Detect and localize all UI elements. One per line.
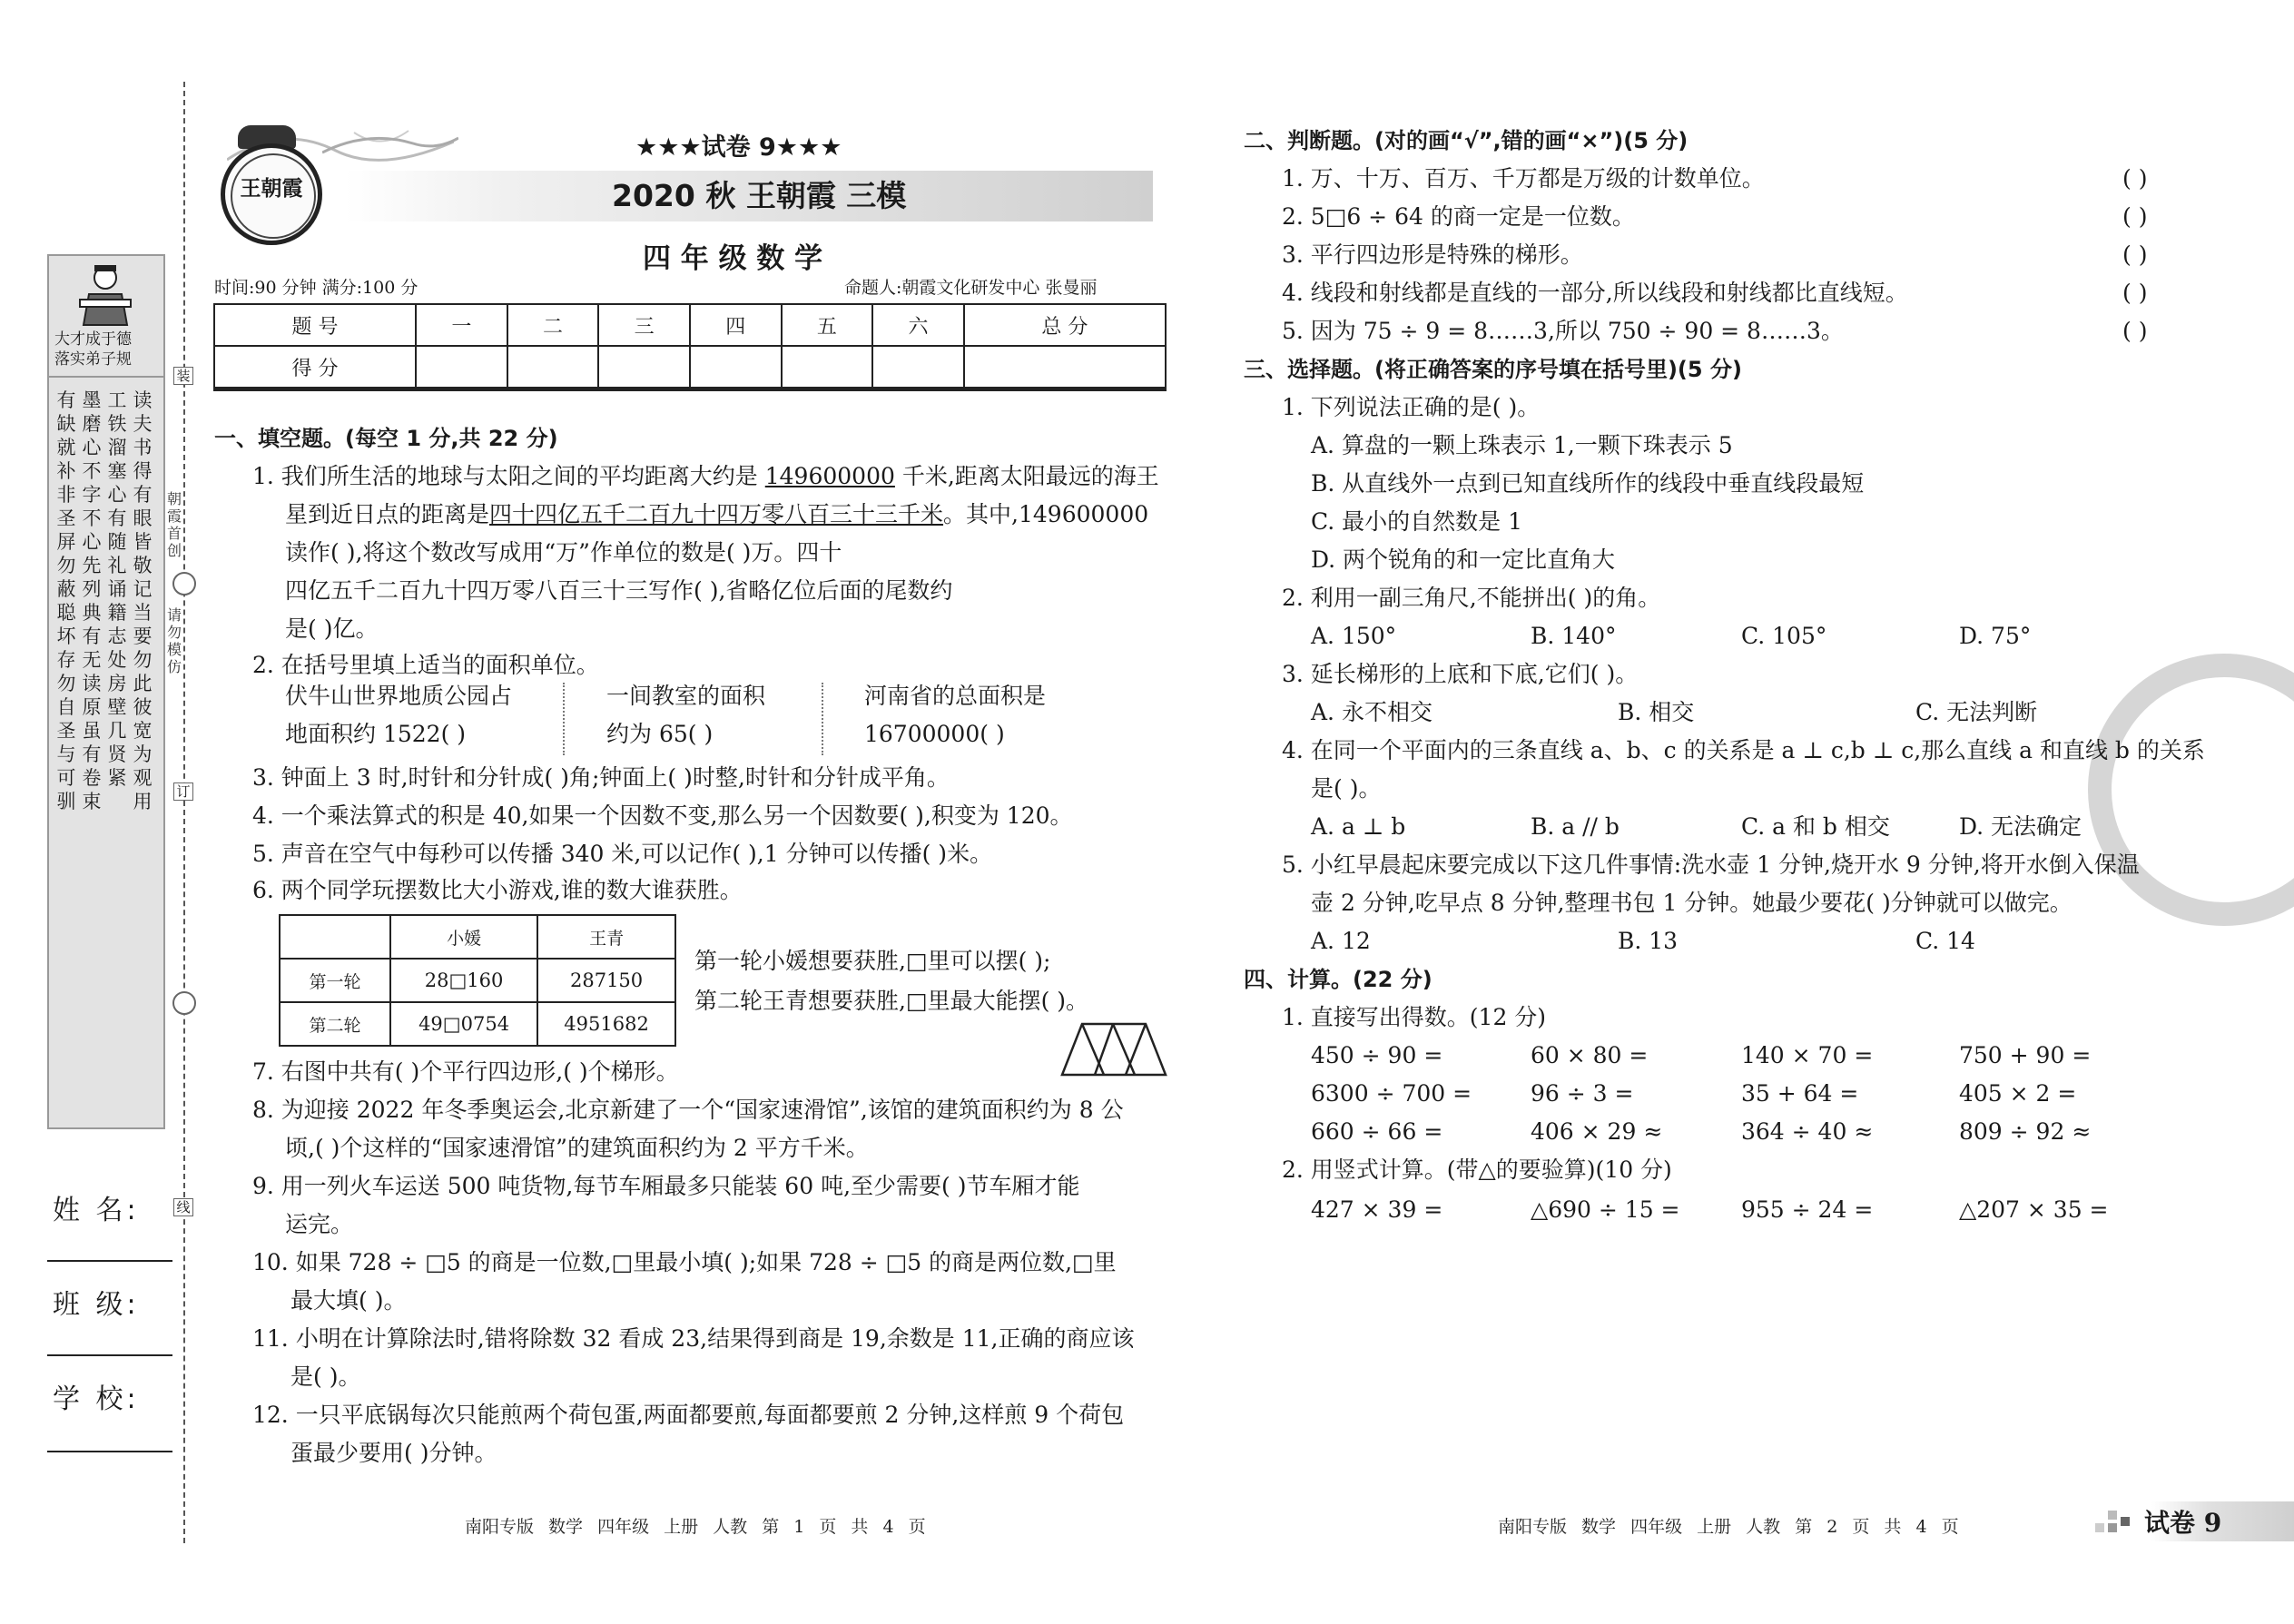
school-label: 学 校: (53, 1383, 140, 1415)
q1-distance-number: 149600000 (764, 463, 895, 489)
choice-q2-option: B. 140° (1531, 623, 1617, 649)
judge-answer-5[interactable]: ( ) (2122, 318, 2148, 344)
choice-q5-option: B. 13 (1618, 928, 1679, 954)
calc-item: 809 ÷ 92 ≈ (1959, 1118, 2092, 1145)
q6-sentence-1: 第一轮小媛想要获胜,□里可以摆( ); (694, 948, 1051, 974)
rounds-header-cell: 王青 (537, 915, 675, 959)
score-cell[interactable] (872, 346, 964, 388)
motto-column-3: 工铁溜塞心有随礼诵籍志处房壁几贤紧 (107, 389, 127, 789)
judge-item-1: 1. 万、十万、百万、千万都是万级的计数单位。 (1282, 165, 1765, 192)
score-cell[interactable] (690, 346, 782, 388)
q10-line1: 10. 如果 728 ÷ □5 的商是一位数,□里最小填( );如果 728 ÷ □5 的商是两位数,□里 (252, 1249, 1117, 1275)
score-header-cell: 五 (782, 304, 873, 346)
q9-line2: 运完。 (285, 1211, 354, 1237)
subject-title: 四 年 级 数 学 (643, 242, 823, 275)
section4-heading: 四、计算。(22 分) (1244, 967, 1433, 992)
judge-item-2: 2. 5□6 ÷ 64 的商一定是一位数。 (1282, 203, 1635, 230)
rounds-row-label: 第一轮 (280, 959, 390, 1002)
rounds-table-header (280, 915, 675, 959)
vertical-calc-item: 955 ÷ 24 = (1741, 1196, 1874, 1223)
score-header-cell: 六 (872, 304, 964, 346)
score-cell[interactable] (598, 346, 690, 388)
q11-line2: 是( )。 (290, 1363, 361, 1390)
q1-line4: 四亿五千二百九十四万零八百三十三写作( ),省略亿位后面的尾数约 (285, 577, 953, 604)
seal-brand-text: 王朝霞 (240, 176, 303, 201)
judge-answer-3[interactable]: ( ) (2122, 241, 2148, 268)
score-cell[interactable] (416, 346, 507, 388)
calc-item: 405 × 2 = (1959, 1080, 2077, 1107)
score-table (213, 303, 1167, 389)
calc-item: 450 ÷ 90 = (1311, 1042, 1443, 1068)
calc-item: 35 + 64 = (1741, 1080, 1859, 1107)
choice-q5-option: C. 14 (1915, 928, 1975, 954)
q7-text: 7. 右图中共有( )个平行四边形,( )个梯形。 (252, 1058, 679, 1085)
calc-sub1: 1. 直接写出得数。(12 分) (1282, 1004, 1547, 1030)
q1-line3: 读作( ),将这个数改写成用“万”作单位的数是( )万。四十 (285, 539, 842, 566)
section3-heading: 三、选择题。(将正确答案的序号填在括号里)(5 分) (1244, 357, 1742, 382)
rounds-table (279, 914, 676, 1047)
q2-item-a-line2: 地面积约 1522( ) (285, 721, 467, 747)
q4-text: 4. 一个乘法算式的积是 40,如果一个因数不变,那么另一个因数要( ),积变为 120。 (252, 802, 1073, 829)
motto-column-2: 墨磨心不字不心先列典有无读原虽有卷束 (82, 389, 102, 812)
rounds-cell: 28□160 (390, 959, 537, 1002)
side-vertical-text-2: 请勿模仿 (166, 606, 182, 675)
q8-line2: 顷,( )个这样的“国家速滑馆”的建筑面积约为 2 平方千米。 (285, 1135, 869, 1161)
q10-line2: 最大填( )。 (290, 1287, 407, 1314)
score-row-label: 得 分 (214, 346, 416, 388)
choice-q5-line1: 5. 小红早晨起床要完成以下这几件事情:洗水壶 1 分钟,烧开水 9 分钟,将开水倒入保温 (1282, 851, 2140, 878)
q2-item-c-line2: 16700000( ) (864, 721, 1005, 747)
q2-item-b-line2: 约为 65( ) (606, 721, 714, 747)
choice-q1-option-d: D. 两个锐角的和一定比直角大 (1311, 546, 1616, 573)
q2-text: 2. 在括号里填上适当的面积单位。 (252, 652, 599, 678)
q1-line1-text: 1. 我们所生活的地球与太阳之间的平均距离大约是 (252, 463, 765, 489)
vertical-calc-item: △207 × 35 = (1959, 1196, 2109, 1223)
choice-q4-option: C. a 和 b 相交 (1741, 813, 1890, 840)
q7-figure (1060, 1020, 1167, 1078)
calc-item: 406 × 29 ≈ (1531, 1118, 1663, 1145)
rounds-corner-cell (280, 915, 390, 959)
q2-divider-2 (822, 683, 823, 755)
choice-q4-line2: 是( )。 (1311, 775, 1382, 802)
score-header-cell: 总 分 (964, 304, 1166, 346)
rounds-table-row (280, 1002, 675, 1046)
calc-item: 660 ÷ 66 = (1311, 1118, 1443, 1145)
motto-column-4: 读夫书得有眼皆敬记当要勿此彼宽为观用 (133, 389, 153, 812)
q1-line5: 是( )亿。 (285, 615, 379, 642)
choice-q3: 3. 延长梯形的上底和下底,它们( )。 (1282, 661, 1639, 687)
q12-line1: 12. 一只平底锅每次只能煎两个荷包蛋,两面都要煎,每面都要煎 2 分钟,这样煎 9 个荷包 (252, 1402, 1125, 1428)
q6-text: 6. 两个同学玩摆数比大小游戏,谁的数大谁获胜。 (252, 877, 743, 903)
score-header-cell: 二 (507, 304, 599, 346)
paper-tag: 试卷 9 (2144, 1508, 2222, 1538)
calc-item: 60 × 80 = (1531, 1042, 1649, 1068)
ribbon-right (322, 125, 458, 162)
binding-dashed-line (183, 82, 185, 1543)
q8-line1: 8. 为迎接 2022 年冬季奥运会,北京新建了一个“国家速滑馆”,该馆的建筑面积约为 8 公 (252, 1097, 1124, 1123)
judge-answer-1[interactable]: ( ) (2122, 165, 2148, 192)
rounds-cell: 287150 (537, 959, 675, 1002)
choice-q2: 2. 利用一副三角尺,不能拼出( )的角。 (1282, 585, 1661, 611)
vertical-calc-item: △690 ÷ 15 = (1531, 1196, 1680, 1223)
choice-q3-option: A. 永不相交 (1311, 699, 1433, 725)
calc-item: 364 ÷ 40 ≈ (1741, 1118, 1874, 1145)
score-cell[interactable] (782, 346, 873, 388)
binding-hole-1 (172, 572, 196, 595)
footer-right: 南阳专版 数学 四年级 上册 人教 第 2 页 共 4 页 (1498, 1517, 1959, 1537)
brand-seal-logo (221, 143, 322, 245)
q1-distance-words: 四十四亿五千二百九十四万零八百三十三千米 (489, 501, 944, 527)
q6-sentence-2: 第二轮王青想要获胜,□里最大能摆( )。 (694, 988, 1089, 1014)
choice-q3-option: B. 相交 (1618, 699, 1695, 725)
choice-q4-option: A. a ⊥ b (1311, 813, 1406, 840)
watermark-seal (2088, 654, 2294, 926)
q9-line1: 9. 用一列火车运送 500 吨货物,每节车厢最多只能装 60 吨,至少需要( )节车厢才能 (252, 1173, 1080, 1199)
score-cell[interactable] (964, 346, 1166, 388)
score-header-cell: 一 (416, 304, 507, 346)
choice-q1: 1. 下列说法正确的是( )。 (1282, 394, 1541, 420)
choice-q5-option: A. 12 (1311, 928, 1371, 954)
rounds-cell: 4951682 (537, 1002, 675, 1046)
paper-number: ★★★试卷 9★★★ (635, 133, 842, 162)
choice-q2-option: C. 105° (1741, 623, 1827, 649)
rounds-row-label: 第二轮 (280, 1002, 390, 1046)
section2-heading: 二、判断题。(对的画“√”,错的画“×”)(5 分) (1244, 128, 1689, 153)
q2-item-a-line1: 伏牛山世界地质公园占 (285, 683, 513, 709)
score-header-cell: 四 (690, 304, 782, 346)
exam-title: 2020 秋 王朝霞 三模 (612, 178, 907, 213)
rounds-table-row (280, 959, 675, 1002)
rounds-cell: 49□0754 (390, 1002, 537, 1046)
q1-line2-text-b: 。其中,149600000 (943, 501, 1149, 527)
author: 命题人:朝霞文化研发中心 张曼丽 (844, 278, 1098, 298)
binding-mark-1: 装 (173, 367, 193, 385)
choice-q2-option: D. 75° (1959, 623, 2032, 649)
motto-column-1: 有缺就补非圣屏勿蔽聪坏存勿自圣与可驯 (56, 389, 76, 812)
q1-line2-text: 星到近日点的距离是 (285, 501, 490, 527)
score-table-score-row (214, 346, 1166, 388)
judge-answer-4[interactable]: ( ) (2122, 280, 2148, 306)
class-field[interactable] (47, 1354, 172, 1356)
score-header-cell: 三 (598, 304, 690, 346)
q3-text: 3. 钟面上 3 时,时针和分针成( )角;钟面上( )时整,时针和分针成平角。 (252, 764, 950, 791)
vertical-calc-item: 427 × 39 = (1311, 1196, 1443, 1223)
school-field[interactable] (47, 1451, 172, 1452)
rounds-header-cell: 小媛 (390, 915, 537, 959)
binding-hole-2 (172, 991, 196, 1015)
calc-item: 750 + 90 = (1959, 1042, 2092, 1068)
binding-mark-2: 订 (173, 782, 193, 801)
class-label: 班 级: (53, 1289, 140, 1321)
time-score: 时间:90 分钟 满分:100 分 (214, 278, 418, 298)
header-rule (213, 389, 1167, 391)
q1-line1 (252, 463, 1159, 490)
judge-item-5: 5. 因为 75 ÷ 9 = 8……3,所以 750 ÷ 90 = 8……3。 (1282, 318, 1844, 344)
calc-item: 140 × 70 = (1741, 1042, 1874, 1068)
judge-item-3: 3. 平行四边形是特殊的梯形。 (1282, 241, 1583, 268)
logo-caption-1: 大才成于德 (54, 330, 132, 349)
q12-line2: 蛋最少要用( )分钟。 (290, 1440, 497, 1466)
q1-line1-text-b: 千米,距离太阳最远的海王 (894, 463, 1159, 489)
choice-q1-option-b: B. 从直线外一点到已知直线所作的线段中垂直线段最短 (1311, 470, 1865, 497)
motto-panel (47, 254, 165, 1129)
section1-heading: 一、填空题。(每空 1 分,共 22 分) (214, 426, 558, 451)
q2-item-b-line1: 一间教室的面积 (606, 683, 766, 709)
q11-line1: 11. 小明在计算除法时,错将除数 32 看成 23,结果得到商是 19,余数是 11,正确的商应该 (252, 1325, 1135, 1352)
choice-q4-line1: 4. 在同一个平面内的三条直线 a、b、c 的关系是 a ⊥ c,b ⊥ c,那么直线 a 和直线 b 的关系 (1282, 737, 2205, 763)
choice-q2-option: A. 150° (1311, 623, 1397, 649)
judge-item-4: 4. 线段和射线都是直线的一部分,所以线段和射线都比直线短。 (1282, 280, 1908, 306)
score-cell[interactable] (507, 346, 599, 388)
side-vertical-text-1: 朝霞首创 (166, 490, 182, 559)
score-header-cell: 题 号 (214, 304, 416, 346)
q2-item-c-line1: 河南省的总面积是 (864, 683, 1047, 709)
choice-q4-option: B. a // b (1531, 813, 1620, 840)
q1-line2 (285, 501, 1148, 528)
q2-divider-1 (563, 683, 565, 755)
name-field[interactable] (47, 1260, 172, 1262)
choice-q4-option: D. 无法确定 (1959, 813, 2082, 840)
calc-item: 96 ÷ 3 = (1531, 1080, 1634, 1107)
choice-q5-line2: 壶 2 分钟,吃早点 8 分钟,整理书包 1 分钟。她最少要花( )分钟就可以做完。 (1311, 890, 2072, 916)
binding-mark-3: 线 (173, 1198, 193, 1216)
tag-squares (2095, 1511, 2139, 1534)
logo-caption-2: 落实弟子规 (54, 350, 132, 369)
scholar-logo (76, 263, 134, 327)
choice-q1-option-a: A. 算盘的一颗上珠表示 1,一颗下珠表示 5 (1311, 432, 1733, 458)
name-label: 姓 名: (53, 1195, 140, 1226)
score-table-header-row (214, 304, 1166, 346)
q5-text: 5. 声音在空气中每秒可以传播 340 米,可以记作( ),1 分钟可以传播( )米。 (252, 841, 993, 867)
calc-item: 6300 ÷ 700 = (1311, 1080, 1472, 1107)
judge-answer-2[interactable]: ( ) (2122, 203, 2148, 230)
calc-sub2: 2. 用竖式计算。(带△的要验算)(10 分) (1282, 1156, 1672, 1183)
choice-q3-option: C. 无法判断 (1915, 699, 2038, 725)
choice-q1-option-c: C. 最小的自然数是 1 (1311, 508, 1522, 535)
footer-left: 南阳专版 数学 四年级 上册 人教 第 1 页 共 4 页 (465, 1517, 926, 1537)
